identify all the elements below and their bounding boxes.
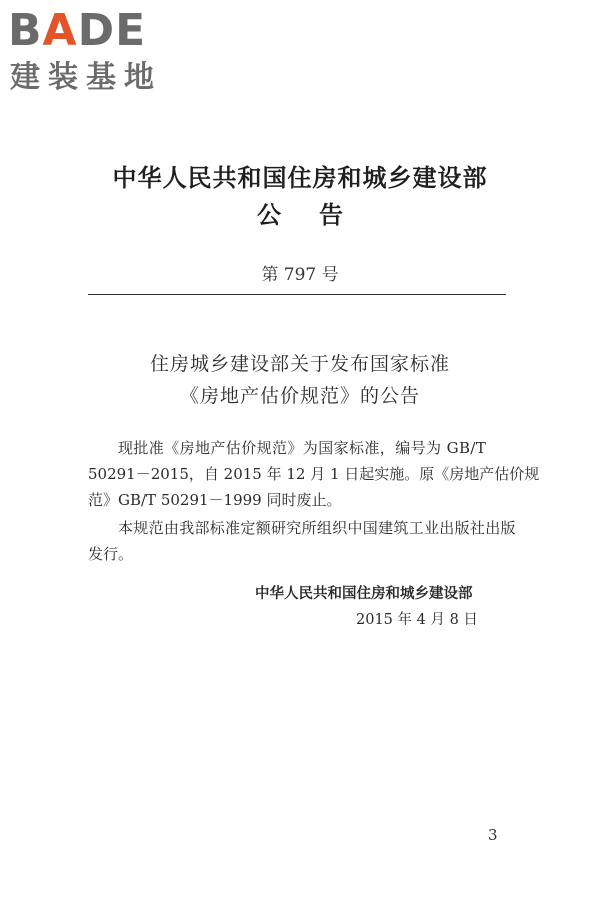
logo-brand-cn: 建装基地 <box>10 60 162 95</box>
logo-letters-de: DE <box>77 5 147 56</box>
signature-date: 2015 年 4 月 8 日 <box>356 612 478 628</box>
issuer-title: 中华人民共和国住房和城乡建设部 <box>112 164 488 192</box>
document-number: 第 797 号 <box>261 265 339 285</box>
logo-letter-b: B <box>8 5 43 56</box>
logo-brand-en <box>8 4 146 58</box>
bade-logo <box>8 4 178 100</box>
page-number: 3 <box>488 826 498 844</box>
header-divider <box>88 294 506 295</box>
body-paragraph-2-line-2: 发行。 <box>88 545 134 563</box>
subject-line-2: 《房地产估价规范》的公告 <box>179 385 420 407</box>
logo-letter-a: A <box>42 5 78 56</box>
body-paragraph-1-line-3: 范》GB/T 50291－1999 同时废止。 <box>88 491 342 509</box>
body-paragraph-1-line-1: 现批准《房地产估价规范》为国家标准，编号为 GB/T <box>118 439 487 457</box>
subject-line-1: 住房城乡建设部关于发布国家标准 <box>149 353 450 375</box>
signature-organization: 中华人民共和国住房和城乡建设部 <box>255 586 473 602</box>
body-paragraph-2-line-1: 本规范由我部标准定额研究所组织中国建筑工业出版社出版 <box>118 519 516 537</box>
notice-title: 公告 <box>257 201 381 229</box>
body-paragraph-1-line-2: 50291－2015，自 2015 年 12 月 1 日起实施。原《房地产估价规 <box>88 465 540 483</box>
